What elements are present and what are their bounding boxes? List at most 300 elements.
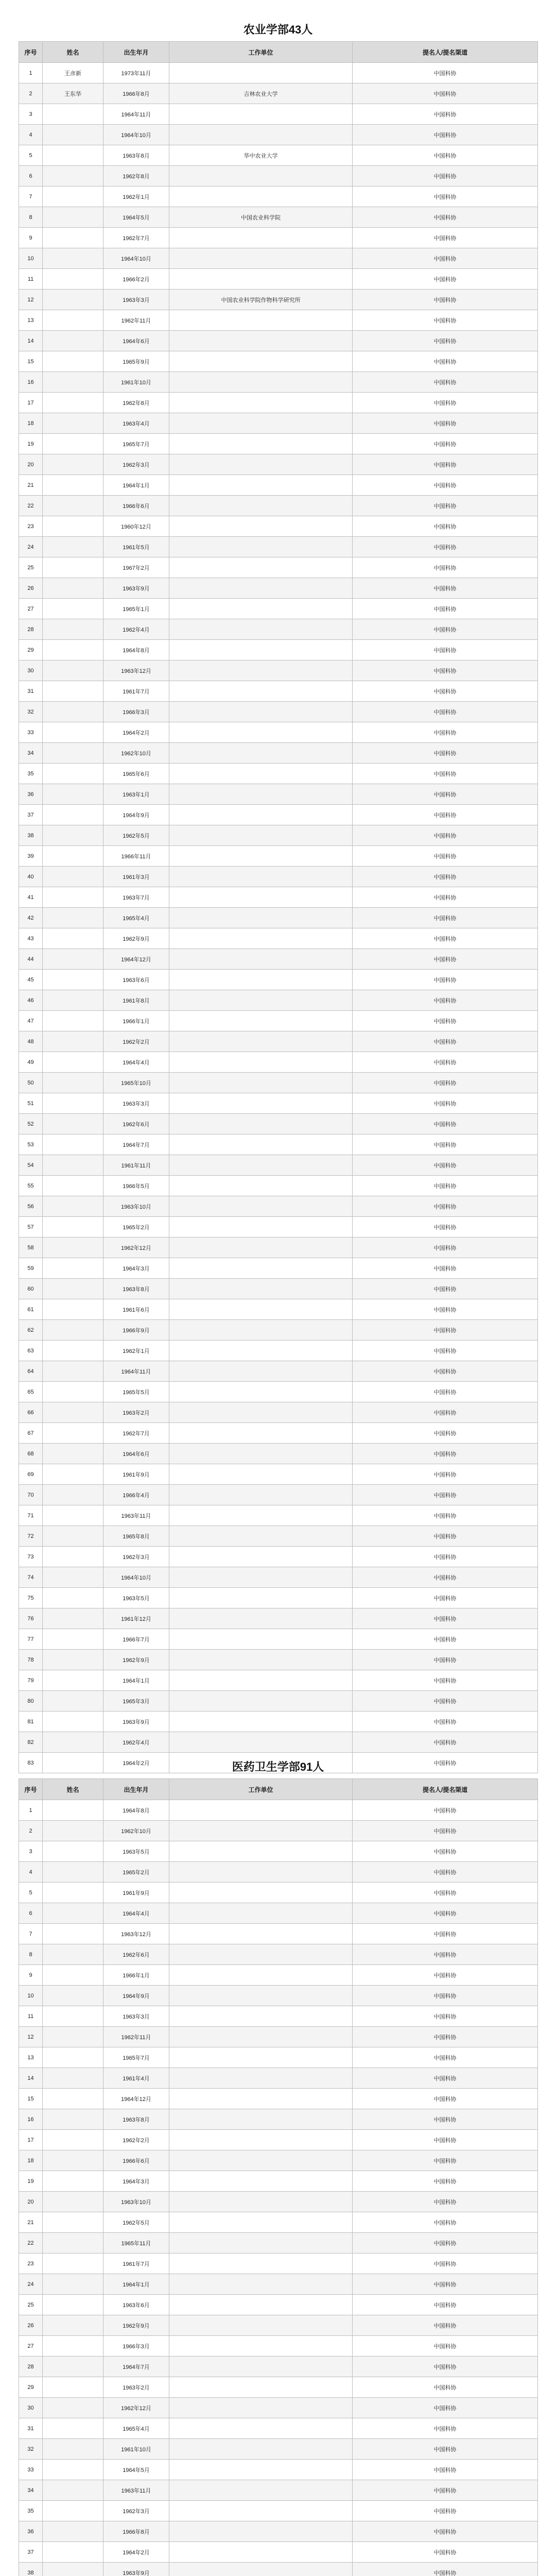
cell-nominator: 中国科协 [353, 722, 538, 743]
cell-birth: 1964年7月 [103, 2357, 169, 2377]
cell-name [43, 166, 103, 187]
cell-birth: 1961年6月 [103, 1299, 169, 1320]
cell-unit [169, 1883, 353, 1903]
cell-name [43, 1217, 103, 1238]
cell-nominator: 中国科协 [353, 1505, 538, 1526]
cell-nominator: 中国科协 [353, 1196, 538, 1217]
cell-birth: 1964年1月 [103, 2274, 169, 2295]
cell-name [43, 1526, 103, 1547]
cell-unit: 华中农业大学 [169, 145, 353, 166]
table-row [19, 764, 538, 784]
cell-unit [169, 2418, 353, 2439]
cell-name [43, 2439, 103, 2460]
cell-unit [169, 1217, 353, 1238]
cell-no: 66 [19, 1402, 43, 1423]
cell-name [43, 1279, 103, 1299]
cell-no: 18 [19, 2150, 43, 2171]
cell-nominator: 中国科协 [353, 1073, 538, 1093]
cell-nominator: 中国科协 [353, 2480, 538, 2501]
cell-nominator: 中国科协 [353, 187, 538, 207]
cell-unit [169, 393, 353, 413]
cell-nominator: 中国科协 [353, 1341, 538, 1361]
cell-nominator: 中国科协 [353, 846, 538, 867]
cell-birth: 1964年1月 [103, 1670, 169, 1691]
cell-no: 52 [19, 1114, 43, 1134]
cell-nominator: 中国科协 [353, 743, 538, 764]
table-row [19, 1155, 538, 1176]
cell-unit [169, 1341, 353, 1361]
cell-no: 9 [19, 228, 43, 248]
cell-nominator: 中国科协 [353, 1402, 538, 1423]
cell-nominator: 中国科协 [353, 640, 538, 660]
table-row [19, 1382, 538, 1402]
cell-nominator: 中国科协 [353, 2377, 538, 2398]
table-row [19, 454, 538, 475]
cell-birth: 1965年7月 [103, 434, 169, 454]
cell-no: 37 [19, 805, 43, 825]
cell-no: 21 [19, 2212, 43, 2233]
table-row [19, 269, 538, 290]
cell-unit [169, 2109, 353, 2130]
cell-no: 3 [19, 1841, 43, 1862]
cell-name [43, 2521, 103, 2542]
cell-name [43, 187, 103, 207]
cell-nominator: 中国科协 [353, 2212, 538, 2233]
cell-no: 38 [19, 2563, 43, 2576]
table-row [19, 970, 538, 990]
column-header-nominator: 提名人/提名渠道 [353, 1779, 538, 1800]
cell-name [43, 1883, 103, 1903]
cell-no: 20 [19, 2192, 43, 2212]
medicine-table-header [19, 1779, 538, 1800]
table-row [19, 1134, 538, 1155]
cell-nominator: 中国科协 [353, 1608, 538, 1629]
cell-unit [169, 1841, 353, 1862]
cell-nominator: 中国科协 [353, 1134, 538, 1155]
cell-birth: 1966年8月 [103, 83, 169, 104]
cell-unit [169, 2501, 353, 2521]
cell-unit [169, 1732, 353, 1753]
cell-no: 67 [19, 1423, 43, 1444]
cell-nominator: 中国科协 [353, 2253, 538, 2274]
cell-name [43, 1093, 103, 1114]
cell-no: 17 [19, 2130, 43, 2150]
cell-name [43, 1134, 103, 1155]
cell-name [43, 1320, 103, 1341]
cell-nominator: 中国科协 [353, 2109, 538, 2130]
table-row [19, 1114, 538, 1134]
cell-nominator: 中国科协 [353, 1464, 538, 1485]
cell-birth: 1964年10月 [103, 1567, 169, 1588]
cell-no: 26 [19, 2315, 43, 2336]
table-row [19, 1031, 538, 1052]
table-row [19, 1196, 538, 1217]
column-header-name: 姓名 [43, 1779, 103, 1800]
cell-unit [169, 2377, 353, 2398]
cell-no: 14 [19, 2068, 43, 2089]
table-row [19, 2542, 538, 2563]
cell-birth: 1962年8月 [103, 393, 169, 413]
cell-no: 60 [19, 1279, 43, 1299]
cell-no: 63 [19, 1341, 43, 1361]
cell-name [43, 351, 103, 372]
cell-birth: 1965年5月 [103, 1382, 169, 1402]
cell-unit [169, 2006, 353, 2027]
table-row [19, 516, 538, 537]
cell-unit [169, 1402, 353, 1423]
cell-nominator: 中国科协 [353, 887, 538, 908]
cell-unit [169, 1299, 353, 1320]
cell-no: 16 [19, 372, 43, 393]
cell-name [43, 1402, 103, 1423]
cell-nominator: 中国科协 [353, 434, 538, 454]
cell-name [43, 1031, 103, 1052]
cell-unit [169, 2336, 353, 2357]
cell-birth: 1963年4月 [103, 413, 169, 434]
table-row [19, 1320, 538, 1341]
table-row [19, 1588, 538, 1608]
cell-unit [169, 1031, 353, 1052]
table-row [19, 743, 538, 764]
cell-birth: 1962年10月 [103, 1821, 169, 1841]
table-row [19, 1341, 538, 1361]
cell-nominator: 中国科协 [353, 2439, 538, 2460]
cell-unit [169, 248, 353, 269]
cell-name [43, 1382, 103, 1402]
cell-name [43, 1361, 103, 1382]
cell-birth: 1963年2月 [103, 1402, 169, 1423]
cell-birth: 1963年3月 [103, 2006, 169, 2027]
cell-unit [169, 640, 353, 660]
cell-unit [169, 2563, 353, 2576]
cell-unit [169, 867, 353, 887]
cell-name [43, 1629, 103, 1650]
cell-no: 33 [19, 2460, 43, 2480]
table-row [19, 248, 538, 269]
cell-no: 80 [19, 1691, 43, 1711]
cell-birth: 1961年7月 [103, 681, 169, 702]
cell-name [43, 1238, 103, 1258]
cell-birth: 1961年8月 [103, 990, 169, 1011]
cell-birth: 1962年5月 [103, 825, 169, 846]
cell-unit [169, 2315, 353, 2336]
cell-unit [169, 1238, 353, 1258]
cell-name [43, 2006, 103, 2027]
cell-name [43, 1670, 103, 1691]
cell-unit [169, 1924, 353, 1944]
cell-nominator: 中国科协 [353, 1821, 538, 1841]
cell-birth: 1964年8月 [103, 640, 169, 660]
cell-birth: 1963年8月 [103, 1279, 169, 1299]
cell-no: 61 [19, 1299, 43, 1320]
cell-birth: 1966年9月 [103, 1320, 169, 1341]
cell-nominator: 中国科协 [353, 1299, 538, 1320]
table-row [19, 846, 538, 867]
cell-nominator: 中国科协 [353, 145, 538, 166]
cell-name [43, 2460, 103, 2480]
cell-name [43, 434, 103, 454]
cell-no: 4 [19, 1862, 43, 1883]
cell-birth: 1963年11月 [103, 1505, 169, 1526]
cell-unit [169, 1608, 353, 1629]
cell-unit [169, 1800, 353, 1821]
table-row [19, 1279, 538, 1299]
table-row [19, 372, 538, 393]
table-row [19, 2501, 538, 2521]
cell-unit [169, 1505, 353, 1526]
cell-unit [169, 372, 353, 393]
cell-unit [169, 1196, 353, 1217]
cell-unit [169, 475, 353, 496]
cell-no: 8 [19, 207, 43, 228]
cell-birth: 1965年2月 [103, 1217, 169, 1238]
cell-no: 72 [19, 1526, 43, 1547]
cell-nominator: 中国科协 [353, 290, 538, 310]
cell-unit [169, 1052, 353, 1073]
cell-no: 69 [19, 1464, 43, 1485]
cell-birth: 1964年12月 [103, 2089, 169, 2109]
cell-name [43, 2150, 103, 2171]
cell-unit [169, 1361, 353, 1382]
cell-name [43, 1073, 103, 1093]
table-row [19, 2377, 538, 2398]
cell-unit [169, 619, 353, 640]
table-row [19, 1217, 538, 1238]
cell-name [43, 1444, 103, 1464]
cell-birth: 1966年6月 [103, 496, 169, 516]
cell-name [43, 1341, 103, 1361]
cell-name [43, 2480, 103, 2501]
cell-nominator: 中国科协 [353, 2027, 538, 2047]
cell-nominator: 中国科协 [353, 1320, 538, 1341]
table-row [19, 1732, 538, 1753]
cell-name [43, 1464, 103, 1485]
table-row [19, 1567, 538, 1588]
cell-unit [169, 825, 353, 846]
cell-nominator: 中国科协 [353, 681, 538, 702]
cell-birth: 1963年5月 [103, 1588, 169, 1608]
cell-unit [169, 1176, 353, 1196]
cell-name [43, 970, 103, 990]
cell-no: 7 [19, 1924, 43, 1944]
cell-name [43, 1299, 103, 1320]
cell-name [43, 1924, 103, 1944]
cell-birth: 1963年3月 [103, 290, 169, 310]
cell-no: 38 [19, 825, 43, 846]
cell-no: 23 [19, 2253, 43, 2274]
agriculture-section [19, 19, 537, 1773]
cell-name [43, 1965, 103, 1986]
cell-name [43, 1423, 103, 1444]
cell-name [43, 1650, 103, 1670]
table-row [19, 784, 538, 805]
table-row [19, 434, 538, 454]
cell-name [43, 2171, 103, 2192]
cell-nominator: 中国科协 [353, 949, 538, 970]
table-row [19, 2253, 538, 2274]
table-row [19, 228, 538, 248]
agriculture-section-title: 农业学部43人 [243, 23, 313, 36]
table-row [19, 1464, 538, 1485]
table-row [19, 805, 538, 825]
cell-birth: 1966年6月 [103, 2150, 169, 2171]
cell-unit [169, 1986, 353, 2006]
cell-no: 2 [19, 83, 43, 104]
cell-nominator: 中国科协 [353, 228, 538, 248]
cell-no: 31 [19, 2418, 43, 2439]
cell-no: 75 [19, 1588, 43, 1608]
table-row [19, 393, 538, 413]
cell-birth: 1962年3月 [103, 454, 169, 475]
cell-unit [169, 764, 353, 784]
cell-unit [169, 1464, 353, 1485]
cell-unit [169, 2047, 353, 2068]
cell-unit [169, 990, 353, 1011]
cell-no: 78 [19, 1650, 43, 1670]
table-row [19, 1176, 538, 1196]
cell-birth: 1963年10月 [103, 1196, 169, 1217]
cell-name [43, 1732, 103, 1753]
cell-nominator: 中国科协 [353, 2150, 538, 2171]
cell-no: 22 [19, 496, 43, 516]
cell-no: 43 [19, 928, 43, 949]
cell-birth: 1964年11月 [103, 1361, 169, 1382]
cell-name [43, 1547, 103, 1567]
cell-nominator: 中国科协 [353, 207, 538, 228]
cell-nominator: 中国科协 [353, 63, 538, 83]
cell-no: 76 [19, 1608, 43, 1629]
cell-name [43, 640, 103, 660]
cell-nominator: 中国科协 [353, 166, 538, 187]
cell-nominator: 中国科协 [353, 83, 538, 104]
cell-unit [169, 784, 353, 805]
table-row [19, 1402, 538, 1423]
cell-name [43, 2192, 103, 2212]
table-row [19, 1903, 538, 1924]
cell-birth: 1964年5月 [103, 207, 169, 228]
table-row [19, 949, 538, 970]
cell-name [43, 537, 103, 557]
cell-nominator: 中国科协 [353, 2336, 538, 2357]
cell-name [43, 1505, 103, 1526]
cell-name [43, 908, 103, 928]
table-row [19, 1841, 538, 1862]
cell-nominator: 中国科协 [353, 413, 538, 434]
cell-no: 26 [19, 578, 43, 599]
cell-name [43, 743, 103, 764]
cell-no: 77 [19, 1629, 43, 1650]
cell-name [43, 516, 103, 537]
cell-birth: 1963年3月 [103, 1093, 169, 1114]
table-row [19, 2006, 538, 2027]
table-row [19, 2439, 538, 2460]
cell-nominator: 中国科协 [353, 1382, 538, 1402]
cell-unit [169, 1588, 353, 1608]
cell-name [43, 825, 103, 846]
cell-birth: 1962年4月 [103, 619, 169, 640]
cell-birth: 1966年1月 [103, 1011, 169, 1031]
cell-no: 12 [19, 2027, 43, 2047]
cell-name [43, 1176, 103, 1196]
cell-no: 54 [19, 1155, 43, 1176]
cell-no: 19 [19, 434, 43, 454]
cell-unit [169, 1629, 353, 1650]
table-row [19, 1052, 538, 1073]
cell-birth: 1962年6月 [103, 1114, 169, 1134]
cell-unit [169, 1279, 353, 1299]
column-header-unit: 工作单位 [169, 42, 353, 63]
table-row [19, 1711, 538, 1732]
cell-unit [169, 2068, 353, 2089]
cell-unit [169, 1485, 353, 1505]
table-row [19, 1361, 538, 1382]
cell-name [43, 681, 103, 702]
cell-no: 5 [19, 1883, 43, 1903]
cell-nominator: 中国科协 [353, 2357, 538, 2377]
cell-no: 29 [19, 640, 43, 660]
cell-nominator: 中国科协 [353, 928, 538, 949]
cell-nominator: 中国科协 [353, 1841, 538, 1862]
cell-no: 7 [19, 187, 43, 207]
cell-no: 41 [19, 887, 43, 908]
table-row [19, 83, 538, 104]
cell-nominator: 中国科协 [353, 393, 538, 413]
cell-no: 13 [19, 2047, 43, 2068]
column-header-no: 序号 [19, 42, 43, 63]
cell-nominator: 中国科协 [353, 1258, 538, 1279]
cell-name [43, 578, 103, 599]
table-row [19, 2150, 538, 2171]
table-row [19, 63, 538, 83]
cell-nominator: 中国科协 [353, 1485, 538, 1505]
cell-birth: 1962年9月 [103, 928, 169, 949]
cell-nominator: 中国科协 [353, 2192, 538, 2212]
cell-birth: 1965年7月 [103, 2047, 169, 2068]
cell-birth: 1966年3月 [103, 2336, 169, 2357]
cell-no: 27 [19, 599, 43, 619]
cell-no: 12 [19, 290, 43, 310]
cell-nominator: 中国科协 [353, 454, 538, 475]
cell-nominator: 中国科协 [353, 1862, 538, 1883]
cell-nominator: 中国科协 [353, 1361, 538, 1382]
cell-nominator: 中国科协 [353, 2501, 538, 2521]
cell-no: 27 [19, 2336, 43, 2357]
cell-no: 83 [19, 1753, 43, 1773]
table-row [19, 2130, 538, 2150]
cell-nominator: 中国科协 [353, 248, 538, 269]
cell-unit [169, 1944, 353, 1965]
table-row [19, 867, 538, 887]
cell-unit [169, 516, 353, 537]
table-row [19, 1650, 538, 1670]
cell-name [43, 1800, 103, 1821]
cell-name [43, 2274, 103, 2295]
cell-unit [169, 2295, 353, 2315]
cell-name [43, 2295, 103, 2315]
cell-birth: 1964年4月 [103, 1052, 169, 1073]
cell-nominator: 中国科协 [353, 1965, 538, 1986]
cell-nominator: 中国科协 [353, 310, 538, 331]
cell-unit [169, 660, 353, 681]
cell-birth: 1965年4月 [103, 2418, 169, 2439]
table-row [19, 825, 538, 846]
cell-name [43, 413, 103, 434]
table-row [19, 928, 538, 949]
medicine-section [19, 1756, 537, 2576]
cell-birth: 1962年12月 [103, 2398, 169, 2418]
cell-unit [169, 351, 353, 372]
cell-birth: 1964年6月 [103, 1444, 169, 1464]
